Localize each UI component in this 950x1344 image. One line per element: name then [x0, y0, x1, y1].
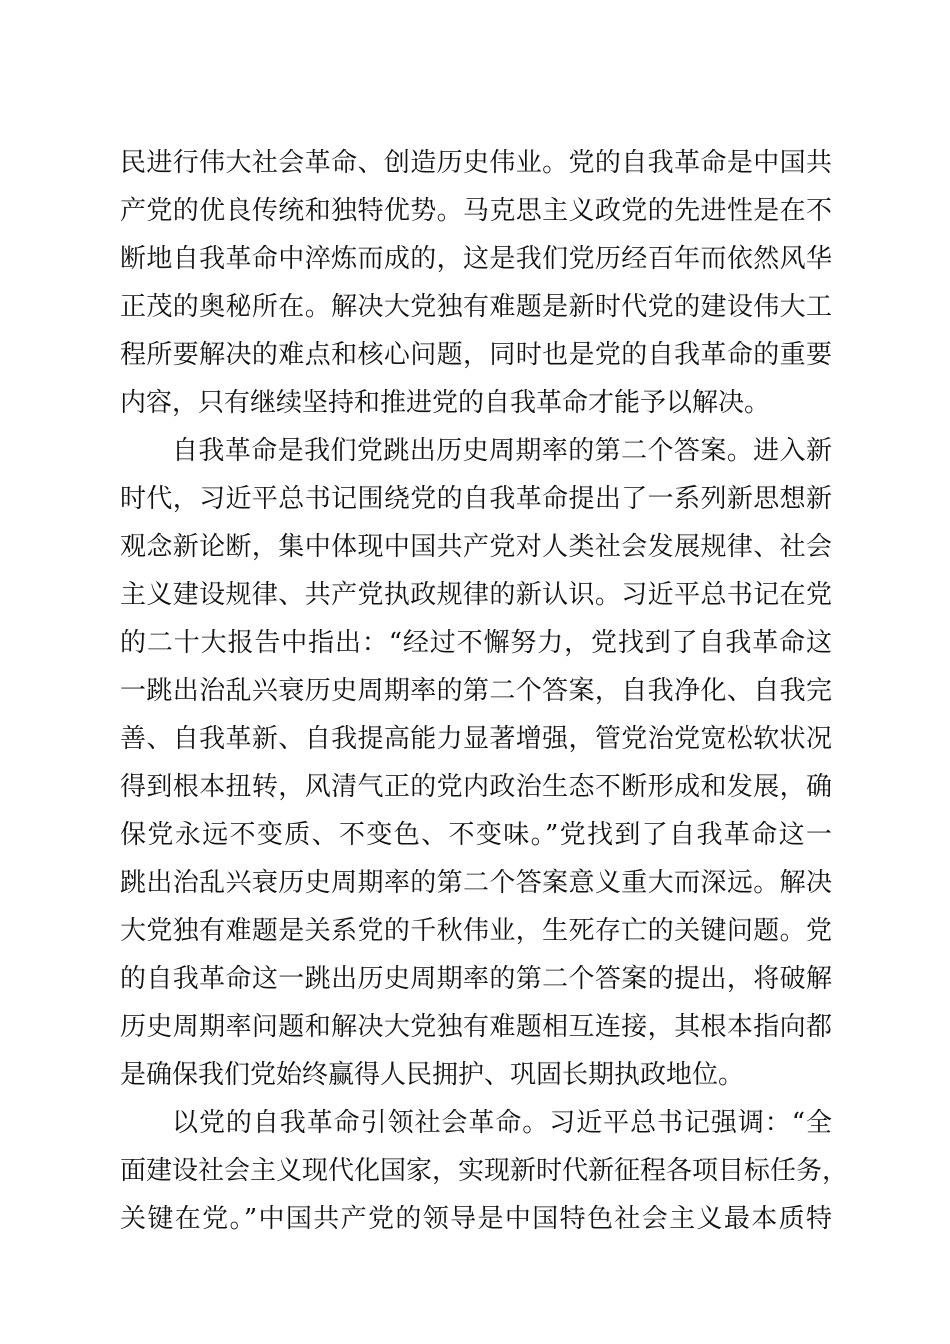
- paragraph-2-line-13: 历史周期率问题和解决大党独有难题相互连接，其根本指向都: [120, 1012, 832, 1042]
- paragraph-2-line-2: 时代，习近平总书记围绕党的自我革命提出了一系列新思想新: [120, 484, 832, 514]
- paragraph-1-line-6: 内容，只有继续坚持和推进党的自我革命才能予以解决。: [120, 388, 771, 418]
- paragraph-2-line-14: 是确保我们党始终赢得人民拥护、巩固长期执政地位。: [120, 1060, 745, 1090]
- paragraph-1-line-2: 产党的优良传统和独特优势。马克思主义政党的先进性是在不: [120, 196, 832, 226]
- paragraph-1-line-5: 程所要解决的难点和核心问题，同时也是党的自我革命的重要: [120, 340, 832, 370]
- paragraph-1-line-3: 断地自我革命中淬炼而成的，这是我们党历经百年而依然风华: [120, 244, 832, 274]
- paragraph-2-line-9: 保党永远不变质、不变色、不变味。”党找到了自我革命这一: [120, 820, 832, 850]
- paragraph-1-line-1: 民进行伟大社会革命、创造历史伟业。党的自我革命是中国共: [120, 148, 832, 178]
- paragraph-3-line-1: 以党的自我革命引领社会革命。习近平总书记强调：“全: [172, 1108, 832, 1138]
- paragraph-3-line-2: 面建设社会主义现代化国家，实现新时代新征程各项目标任务，: [120, 1156, 849, 1186]
- paragraph-2-line-7: 善、自我革新、自我提高能力显著增强，管党治党宽松软状况: [120, 724, 832, 754]
- paragraph-2-line-11: 大党独有难题是关系党的千秋伟业，生死存亡的关键问题。党: [120, 916, 832, 946]
- paragraph-2-line-4: 主义建设规律、共产党执政规律的新认识。习近平总书记在党: [120, 580, 832, 610]
- paragraph-1-line-4: 正茂的奥秘所在。解决大党独有难题是新时代党的建设伟大工: [120, 292, 832, 322]
- paragraph-2-line-5: 的二十大报告中指出：“经过不懈努力，党找到了自我革命这: [120, 628, 832, 658]
- paragraph-2-line-12: 的自我革命这一跳出历史周期率的第二个答案的提出，将破解: [120, 964, 832, 994]
- paragraph-2-line-3: 观念新论断，集中体现中国共产党对人类社会发展规律、社会: [120, 532, 832, 562]
- paragraph-2-line-1: 自我革命是我们党跳出历史周期率的第二个答案。进入新: [172, 436, 832, 466]
- paragraph-2-line-10: 跳出治乱兴衰历史周期率的第二个答案意义重大而深远。解决: [120, 868, 832, 898]
- paragraph-2-line-6: 一跳出治乱兴衰历史周期率的第二个答案，自我净化、自我完: [120, 676, 832, 706]
- paragraph-2-line-8: 得到根本扭转，风清气正的党内政治生态不断形成和发展，确: [120, 772, 832, 802]
- paragraph-3-line-3: 关键在党。”中国共产党的领导是中国特色社会主义最本质特: [120, 1204, 832, 1234]
